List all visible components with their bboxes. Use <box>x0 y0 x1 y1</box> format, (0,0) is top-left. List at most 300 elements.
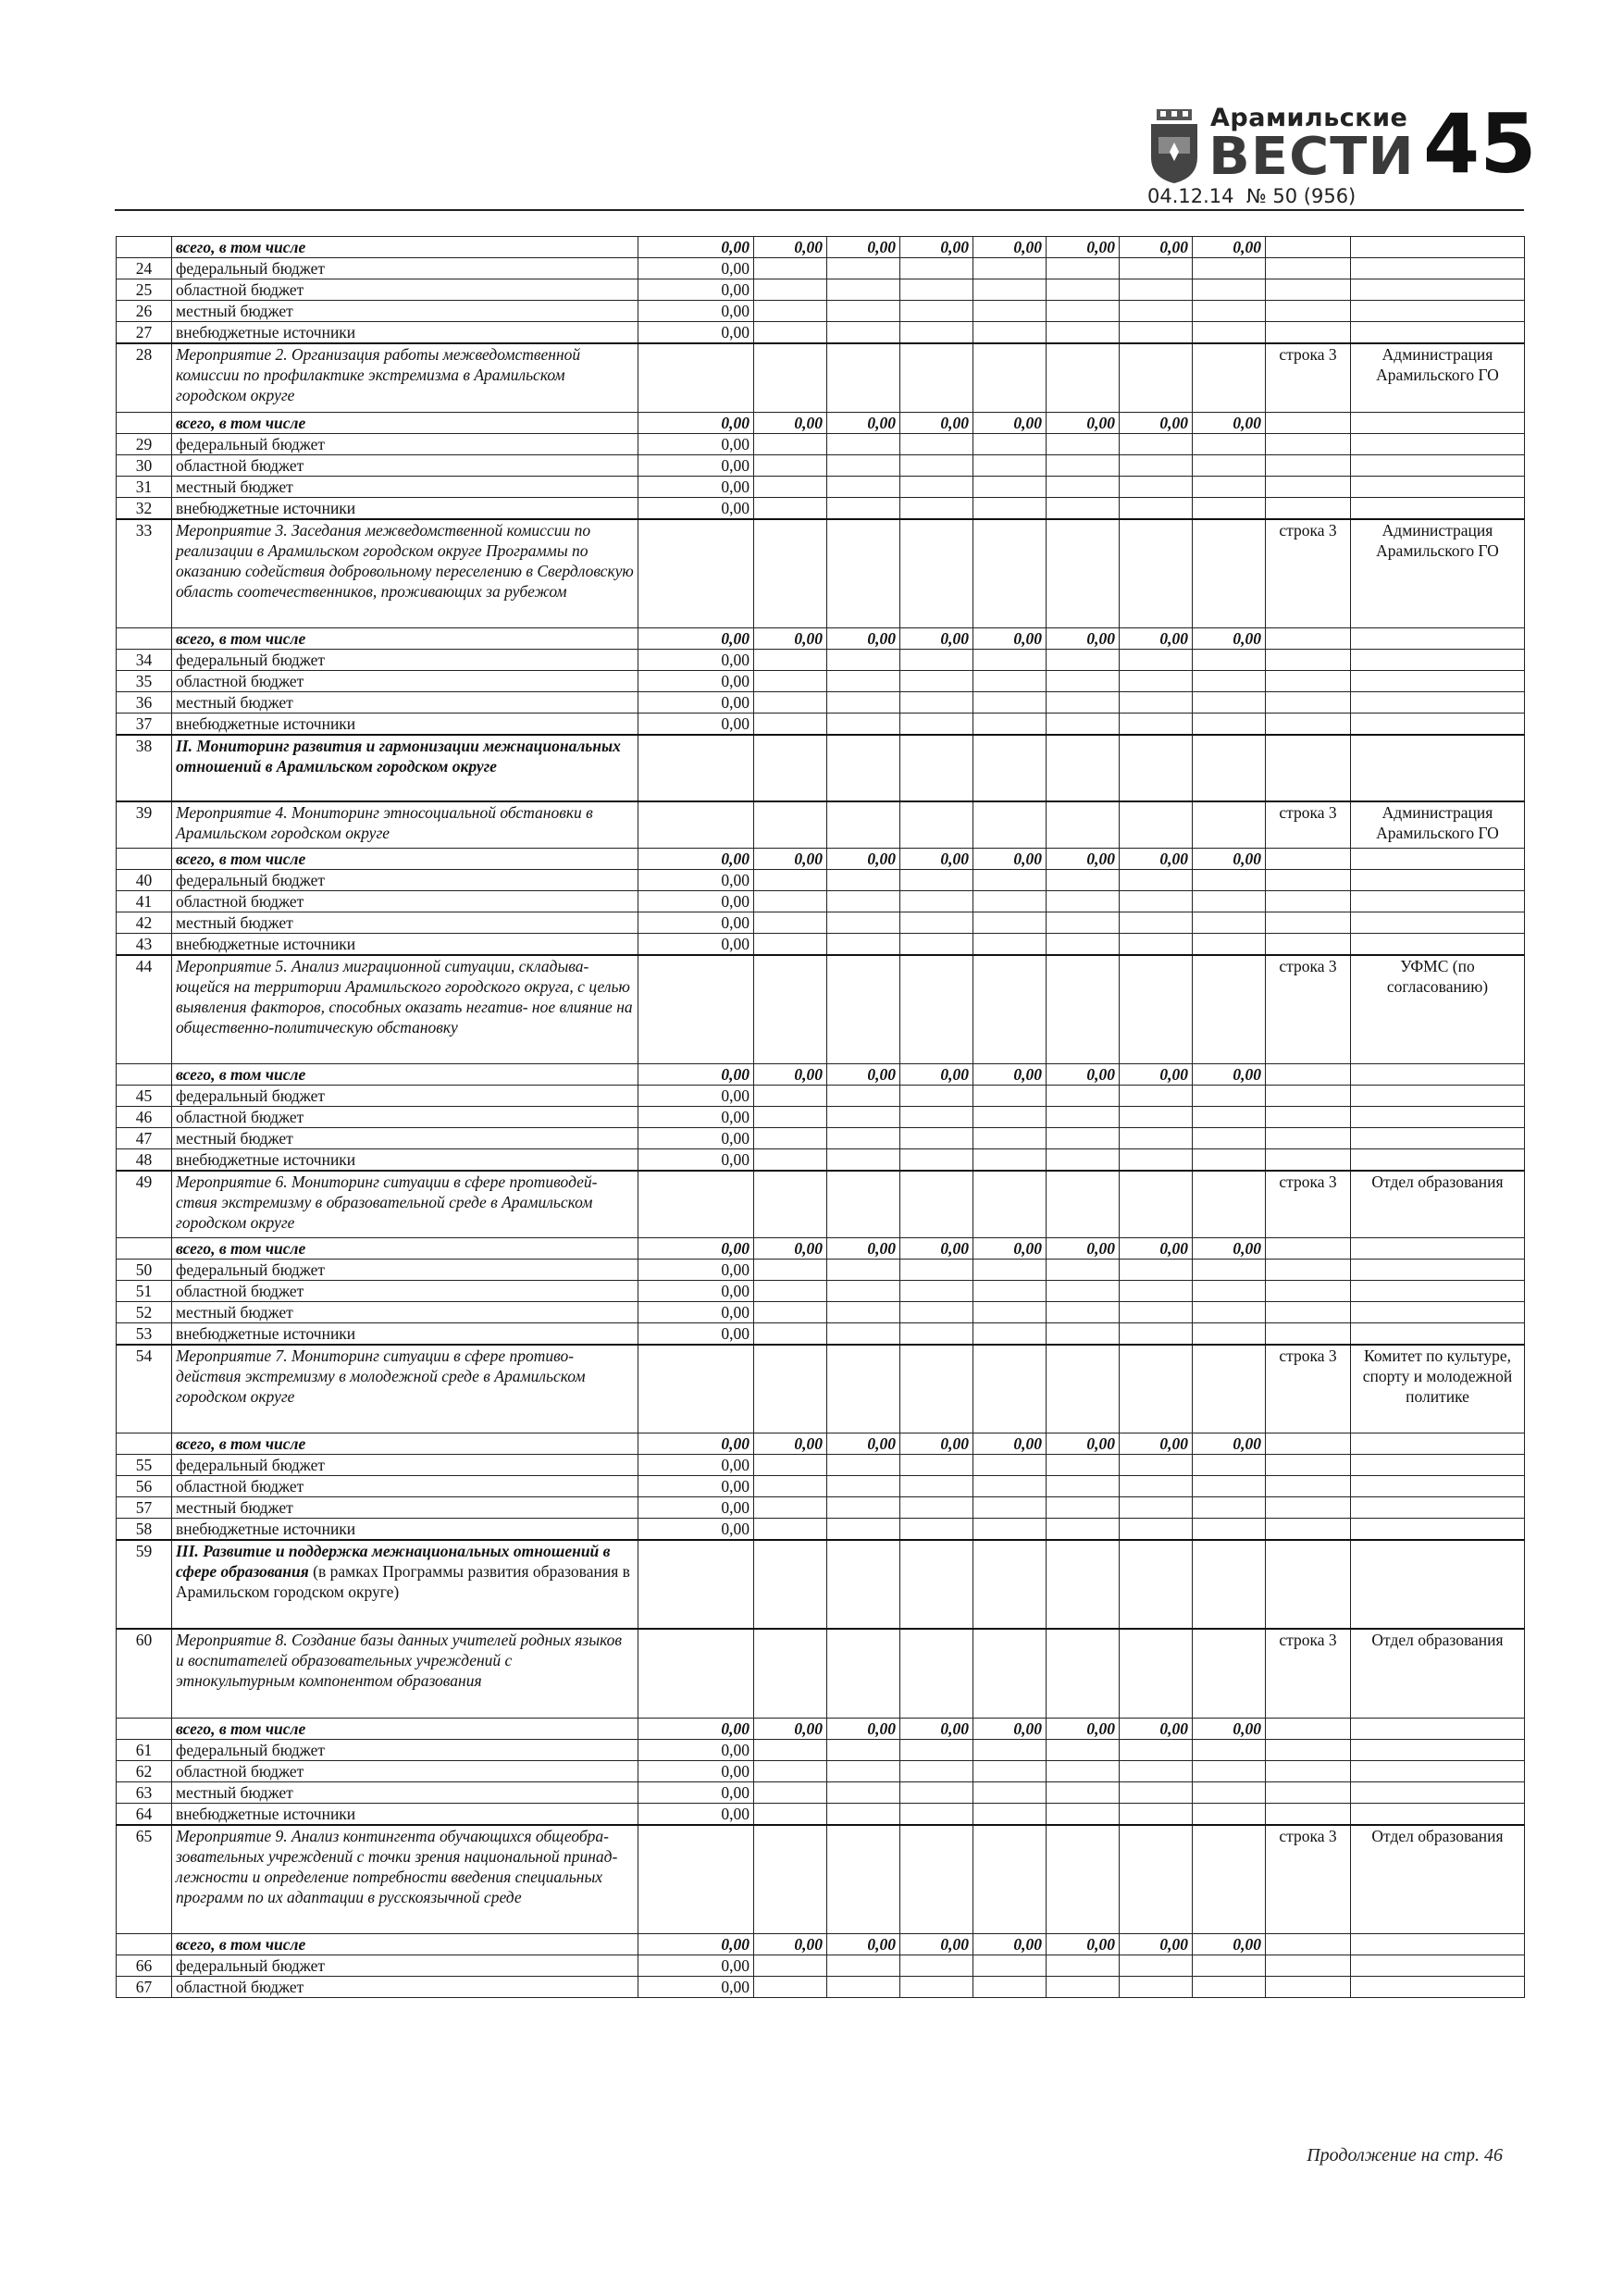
amount-cell <box>754 1825 827 1934</box>
event-title: Мероприятие 9. Анализ контингента обучающихся общеобра-зовательных учреждений с точки зрения национальной принад-лежности и определение потребности введения специальных программ по их адаптации в русскоязычной среде <box>172 1825 638 1934</box>
amount-cell <box>900 1455 973 1476</box>
amount-cell <box>827 1455 900 1476</box>
amount-cell <box>754 735 827 801</box>
amount-cell <box>754 519 827 628</box>
row-number: 48 <box>117 1149 172 1172</box>
amount-cell <box>1047 1540 1120 1629</box>
ref-cell: строка 3 <box>1266 1345 1351 1433</box>
row-label: федеральный бюджет <box>172 869 638 890</box>
amount-cell: 0,00 <box>638 237 754 258</box>
row-label: федеральный бюджет <box>172 1259 638 1280</box>
ref-cell <box>1266 1803 1351 1825</box>
amount-cell <box>973 519 1047 628</box>
table-row <box>117 1322 1525 1345</box>
amount-cell <box>1120 1345 1193 1433</box>
executor-cell <box>1351 1455 1525 1476</box>
amount-cell: 0,00 <box>638 1955 754 1977</box>
amount-cell: 0,00 <box>900 237 973 258</box>
amount-cell <box>638 735 754 801</box>
table-row <box>117 412 1525 433</box>
amount-cell <box>1120 1259 1193 1280</box>
amount-cell <box>900 1322 973 1345</box>
executor-cell: Комитет по культуре, спорту и молодежной политике <box>1351 1345 1525 1433</box>
row-number: 45 <box>117 1086 172 1107</box>
amount-cell <box>1047 1301 1120 1322</box>
amount-cell <box>754 1497 827 1519</box>
amount-cell <box>900 650 973 671</box>
ref-cell <box>1266 1433 1351 1455</box>
amount-cell <box>1047 1455 1120 1476</box>
amount-cell: 0,00 <box>638 1803 754 1825</box>
amount-cell <box>827 1301 900 1322</box>
amount-cell <box>1120 912 1193 933</box>
amount-cell: 0,00 <box>1120 1934 1193 1955</box>
row-label: областной бюджет <box>172 279 638 301</box>
amount-cell: 0,00 <box>638 1086 754 1107</box>
executor-cell <box>1351 714 1525 736</box>
amount-cell: 0,00 <box>973 1934 1047 1955</box>
ref-cell <box>1266 628 1351 650</box>
amount-cell <box>827 519 900 628</box>
row-label: федеральный бюджет <box>172 1955 638 1977</box>
amount-cell <box>1120 1519 1193 1541</box>
amount-cell: 0,00 <box>900 1237 973 1259</box>
table-row <box>117 1107 1525 1128</box>
amount-cell <box>1047 1280 1120 1301</box>
executor-cell: Отдел образования <box>1351 1629 1525 1718</box>
row-number: 34 <box>117 650 172 671</box>
amount-cell <box>827 671 900 692</box>
amount-cell <box>1047 735 1120 801</box>
amount-cell <box>973 454 1047 476</box>
ref-cell <box>1266 1301 1351 1322</box>
amount-cell <box>754 1781 827 1803</box>
table-row <box>117 1934 1525 1955</box>
row-number: 49 <box>117 1171 172 1237</box>
amount-cell <box>827 454 900 476</box>
amount-cell <box>1047 258 1120 279</box>
amount-cell <box>1120 1955 1193 1977</box>
row-label: внебюджетные источники <box>172 933 638 955</box>
executor-cell <box>1351 1064 1525 1086</box>
executor-cell <box>1351 1739 1525 1760</box>
ref-cell <box>1266 433 1351 454</box>
executor-cell <box>1351 671 1525 692</box>
funding-table <box>116 236 1525 1998</box>
table-row <box>117 476 1525 497</box>
amount-cell <box>754 1739 827 1760</box>
amount-cell: 0,00 <box>638 322 754 344</box>
amount-cell <box>754 497 827 519</box>
amount-cell: 0,00 <box>754 1718 827 1739</box>
amount-cell <box>973 1128 1047 1149</box>
amount-cell: 0,00 <box>638 1977 754 1998</box>
ref-cell <box>1266 1519 1351 1541</box>
amount-cell <box>900 258 973 279</box>
amount-cell <box>754 714 827 736</box>
amount-cell <box>1120 454 1193 476</box>
amount-cell <box>973 955 1047 1064</box>
amount-cell <box>1120 1781 1193 1803</box>
ref-cell <box>1266 1086 1351 1107</box>
table-row <box>117 1519 1525 1541</box>
amount-cell <box>638 1345 754 1433</box>
amount-cell <box>754 955 827 1064</box>
amount-cell: 0,00 <box>754 1237 827 1259</box>
amount-cell <box>1120 714 1193 736</box>
amount-cell <box>1047 955 1120 1064</box>
amount-cell: 0,00 <box>638 1455 754 1476</box>
amount-cell: 0,00 <box>827 412 900 433</box>
amount-cell <box>1047 650 1120 671</box>
amount-cell <box>900 671 973 692</box>
amount-cell: 0,00 <box>1193 1718 1266 1739</box>
row-number: 31 <box>117 476 172 497</box>
event-title: Мероприятие 4. Мониторинг этносоциальной обстановки в Арамильском городском округе <box>172 801 638 848</box>
ref-cell <box>1266 1934 1351 1955</box>
ref-cell <box>1266 258 1351 279</box>
amount-cell <box>973 1259 1047 1280</box>
table-row <box>117 322 1525 344</box>
row-number: 62 <box>117 1760 172 1781</box>
amount-cell: 0,00 <box>900 628 973 650</box>
amount-cell <box>973 1301 1047 1322</box>
amount-cell <box>827 869 900 890</box>
amount-cell <box>1120 1803 1193 1825</box>
amount-cell <box>827 801 900 848</box>
ref-cell <box>1266 1107 1351 1128</box>
amount-cell <box>1193 1149 1266 1172</box>
amount-cell <box>1193 1476 1266 1497</box>
amount-cell <box>754 1322 827 1345</box>
amount-cell: 0,00 <box>754 1064 827 1086</box>
row-label: всего, в том числе <box>172 1433 638 1455</box>
amount-cell <box>1120 433 1193 454</box>
table-row <box>117 1781 1525 1803</box>
amount-cell <box>1120 1301 1193 1322</box>
row-label: всего, в том числе <box>172 1718 638 1739</box>
row-label: федеральный бюджет <box>172 433 638 454</box>
ref-cell: строка 3 <box>1266 1629 1351 1718</box>
amount-cell <box>1047 279 1120 301</box>
table-row <box>117 1455 1525 1476</box>
amount-cell: 0,00 <box>638 433 754 454</box>
amount-cell <box>1120 279 1193 301</box>
row-label: внебюджетные источники <box>172 1149 638 1172</box>
amount-cell <box>754 476 827 497</box>
amount-cell <box>638 1629 754 1718</box>
table-row <box>117 1345 1525 1433</box>
amount-cell <box>827 1107 900 1128</box>
ref-cell <box>1266 1149 1351 1172</box>
amount-cell <box>827 258 900 279</box>
amount-cell <box>1193 519 1266 628</box>
amount-cell <box>973 735 1047 801</box>
amount-cell <box>1120 650 1193 671</box>
amount-cell <box>1120 301 1193 322</box>
row-label: областной бюджет <box>172 890 638 912</box>
table-row <box>117 1739 1525 1760</box>
amount-cell: 0,00 <box>638 1760 754 1781</box>
executor-cell <box>1351 1781 1525 1803</box>
amount-cell <box>1047 1519 1120 1541</box>
row-number <box>117 1064 172 1086</box>
ref-cell <box>1266 933 1351 955</box>
amount-cell: 0,00 <box>1193 848 1266 869</box>
amount-cell <box>1047 1825 1120 1934</box>
amount-cell: 0,00 <box>1047 1433 1120 1455</box>
row-label: местный бюджет <box>172 1781 638 1803</box>
table-row <box>117 497 1525 519</box>
executor-cell <box>1351 1718 1525 1739</box>
amount-cell <box>638 1540 754 1629</box>
amount-cell: 0,00 <box>1120 1718 1193 1739</box>
amount-cell: 0,00 <box>754 1934 827 1955</box>
ref-cell <box>1266 912 1351 933</box>
amount-cell <box>973 1825 1047 1934</box>
row-number: 51 <box>117 1280 172 1301</box>
amount-cell <box>827 1497 900 1519</box>
row-label: всего, в том числе <box>172 1934 638 1955</box>
amount-cell <box>1047 912 1120 933</box>
executor-cell <box>1351 1301 1525 1322</box>
amount-cell <box>1047 343 1120 412</box>
amount-cell <box>1047 497 1120 519</box>
executor-cell: Отдел образования <box>1351 1171 1525 1237</box>
executor-cell <box>1351 301 1525 322</box>
ref-cell: строка 3 <box>1266 519 1351 628</box>
amount-cell <box>827 1955 900 1977</box>
amount-cell <box>973 1086 1047 1107</box>
row-number <box>117 1718 172 1739</box>
row-number: 26 <box>117 301 172 322</box>
amount-cell: 0,00 <box>754 412 827 433</box>
amount-cell <box>827 343 900 412</box>
amount-cell <box>1193 671 1266 692</box>
amount-cell: 0,00 <box>638 1259 754 1280</box>
executor-cell <box>1351 890 1525 912</box>
amount-cell <box>1193 279 1266 301</box>
amount-cell: 0,00 <box>638 1739 754 1760</box>
amount-cell <box>827 1259 900 1280</box>
amount-cell: 0,00 <box>638 279 754 301</box>
page-number: 45 <box>1423 96 1537 192</box>
amount-cell <box>900 454 973 476</box>
amount-cell <box>827 1803 900 1825</box>
amount-cell <box>754 1301 827 1322</box>
amount-cell <box>1193 1760 1266 1781</box>
amount-cell <box>754 801 827 848</box>
executor-cell <box>1351 1934 1525 1955</box>
row-number: 57 <box>117 1497 172 1519</box>
amount-cell <box>1193 869 1266 890</box>
amount-cell <box>1193 1455 1266 1476</box>
amount-cell <box>973 1345 1047 1433</box>
amount-cell: 0,00 <box>900 1934 973 1955</box>
amount-cell <box>827 714 900 736</box>
amount-cell: 0,00 <box>754 628 827 650</box>
row-number <box>117 628 172 650</box>
row-number: 30 <box>117 454 172 476</box>
amount-cell <box>754 322 827 344</box>
table-row <box>117 628 1525 650</box>
table-row <box>117 714 1525 736</box>
amount-cell <box>1120 1825 1193 1934</box>
amount-cell: 0,00 <box>638 912 754 933</box>
row-number <box>117 1237 172 1259</box>
executor-cell: Администрация Арамильского ГО <box>1351 343 1525 412</box>
table-row <box>117 1237 1525 1259</box>
amount-cell <box>754 1455 827 1476</box>
section-title <box>172 1540 638 1629</box>
amount-cell: 0,00 <box>638 1237 754 1259</box>
ref-cell <box>1266 1955 1351 1977</box>
amount-cell <box>973 476 1047 497</box>
amount-cell <box>1047 869 1120 890</box>
amount-cell: 0,00 <box>1120 1237 1193 1259</box>
coat-of-arms-icon <box>1147 109 1201 185</box>
row-number: 28 <box>117 343 172 412</box>
row-number <box>117 237 172 258</box>
executor-cell <box>1351 1803 1525 1825</box>
table-row <box>117 1803 1525 1825</box>
ref-cell <box>1266 1497 1351 1519</box>
amount-cell <box>973 671 1047 692</box>
amount-cell <box>973 322 1047 344</box>
executor-cell <box>1351 735 1525 801</box>
amount-cell <box>1047 1128 1120 1149</box>
amount-cell <box>754 433 827 454</box>
section-heading: III. Развитие и поддержка межнациональных отношений в сфере образования <box>176 1542 611 1581</box>
amount-cell <box>638 343 754 412</box>
amount-cell <box>1193 1803 1266 1825</box>
amount-cell <box>973 1540 1047 1629</box>
amount-cell: 0,00 <box>827 628 900 650</box>
amount-cell: 0,00 <box>1193 412 1266 433</box>
amount-cell <box>754 1171 827 1237</box>
amount-cell <box>1193 1128 1266 1149</box>
row-number <box>117 848 172 869</box>
amount-cell <box>1047 1149 1120 1172</box>
amount-cell <box>827 933 900 955</box>
ref-cell <box>1266 869 1351 890</box>
executor-cell: Отдел образования <box>1351 1825 1525 1934</box>
amount-cell: 0,00 <box>638 1781 754 1803</box>
amount-cell: 0,00 <box>973 1433 1047 1455</box>
amount-cell <box>754 650 827 671</box>
amount-cell: 0,00 <box>638 1934 754 1955</box>
ref-cell <box>1266 1718 1351 1739</box>
amount-cell: 0,00 <box>1120 412 1193 433</box>
amount-cell <box>973 1322 1047 1345</box>
ref-cell <box>1266 1476 1351 1497</box>
row-number: 43 <box>117 933 172 955</box>
row-number: 55 <box>117 1455 172 1476</box>
amount-cell <box>1047 1739 1120 1760</box>
amount-cell: 0,00 <box>638 1301 754 1322</box>
table-row <box>117 1718 1525 1739</box>
amount-cell <box>754 890 827 912</box>
amount-cell <box>1193 1781 1266 1803</box>
event-title: Мероприятие 2. Организация работы межведомственной комиссии по профилактике экстремизма в Арамильском городском округе <box>172 343 638 412</box>
amount-cell <box>973 1519 1047 1541</box>
amount-cell: 0,00 <box>638 848 754 869</box>
amount-cell <box>827 692 900 714</box>
amount-cell <box>754 1760 827 1781</box>
row-label: областной бюджет <box>172 1977 638 1998</box>
row-label: всего, в том числе <box>172 628 638 650</box>
amount-cell <box>1120 497 1193 519</box>
row-label: всего, в том числе <box>172 412 638 433</box>
executor-cell <box>1351 1977 1525 1998</box>
header-rule <box>115 209 1524 211</box>
amount-cell: 0,00 <box>1047 848 1120 869</box>
amount-cell: 0,00 <box>638 301 754 322</box>
amount-cell <box>754 1977 827 1998</box>
amount-cell <box>827 1629 900 1718</box>
amount-cell <box>1047 1107 1120 1128</box>
row-number: 29 <box>117 433 172 454</box>
amount-cell <box>973 1760 1047 1781</box>
executor-cell <box>1351 1519 1525 1541</box>
table-row <box>117 1064 1525 1086</box>
amount-cell: 0,00 <box>638 1497 754 1519</box>
amount-cell <box>900 1259 973 1280</box>
row-label: внебюджетные источники <box>172 1803 638 1825</box>
amount-cell <box>1120 933 1193 955</box>
row-number: 61 <box>117 1739 172 1760</box>
amount-cell <box>900 1519 973 1541</box>
ref-cell: строка 3 <box>1266 1825 1351 1934</box>
ref-cell <box>1266 279 1351 301</box>
amount-cell <box>1120 519 1193 628</box>
amount-cell: 0,00 <box>638 714 754 736</box>
amount-cell <box>1193 1955 1266 1977</box>
event-title: Мероприятие 7. Мониторинг ситуации в сфере противо- действия экстремизму в молодежной среде в Арамильском городском округе <box>172 1345 638 1433</box>
row-number: 58 <box>117 1519 172 1541</box>
table-row <box>117 650 1525 671</box>
row-number: 35 <box>117 671 172 692</box>
amount-cell <box>827 497 900 519</box>
amount-cell <box>754 279 827 301</box>
event-title: Мероприятие 3. Заседания межведомственной комиссии по реализации в Арамильском городском округе Программы по оказанию содействия добровольному переселению в Свердловскую область соотечественников, проживающих за рубежом <box>172 519 638 628</box>
amount-cell: 0,00 <box>638 412 754 433</box>
amount-cell <box>900 1086 973 1107</box>
amount-cell <box>1120 1739 1193 1760</box>
amount-cell <box>754 1955 827 1977</box>
amount-cell <box>827 1086 900 1107</box>
amount-cell <box>1193 1301 1266 1322</box>
amount-cell: 0,00 <box>638 933 754 955</box>
event-title: Мероприятие 8. Создание базы данных учителей родных языков и воспитателей образовательных учреждений с этнокультурным компонентом образования <box>172 1629 638 1718</box>
executor-cell <box>1351 1280 1525 1301</box>
executor-cell <box>1351 1497 1525 1519</box>
amount-cell <box>1120 1977 1193 1998</box>
table-row <box>117 1128 1525 1149</box>
amount-cell: 0,00 <box>1047 628 1120 650</box>
executor-cell <box>1351 433 1525 454</box>
amount-cell <box>900 1345 973 1433</box>
amount-cell <box>827 1345 900 1433</box>
amount-cell <box>1047 1781 1120 1803</box>
amount-cell <box>1047 801 1120 848</box>
amount-cell <box>1047 890 1120 912</box>
executor-cell <box>1351 322 1525 344</box>
amount-cell: 0,00 <box>638 650 754 671</box>
executor-cell <box>1351 1760 1525 1781</box>
table-row <box>117 890 1525 912</box>
amount-cell <box>900 1540 973 1629</box>
